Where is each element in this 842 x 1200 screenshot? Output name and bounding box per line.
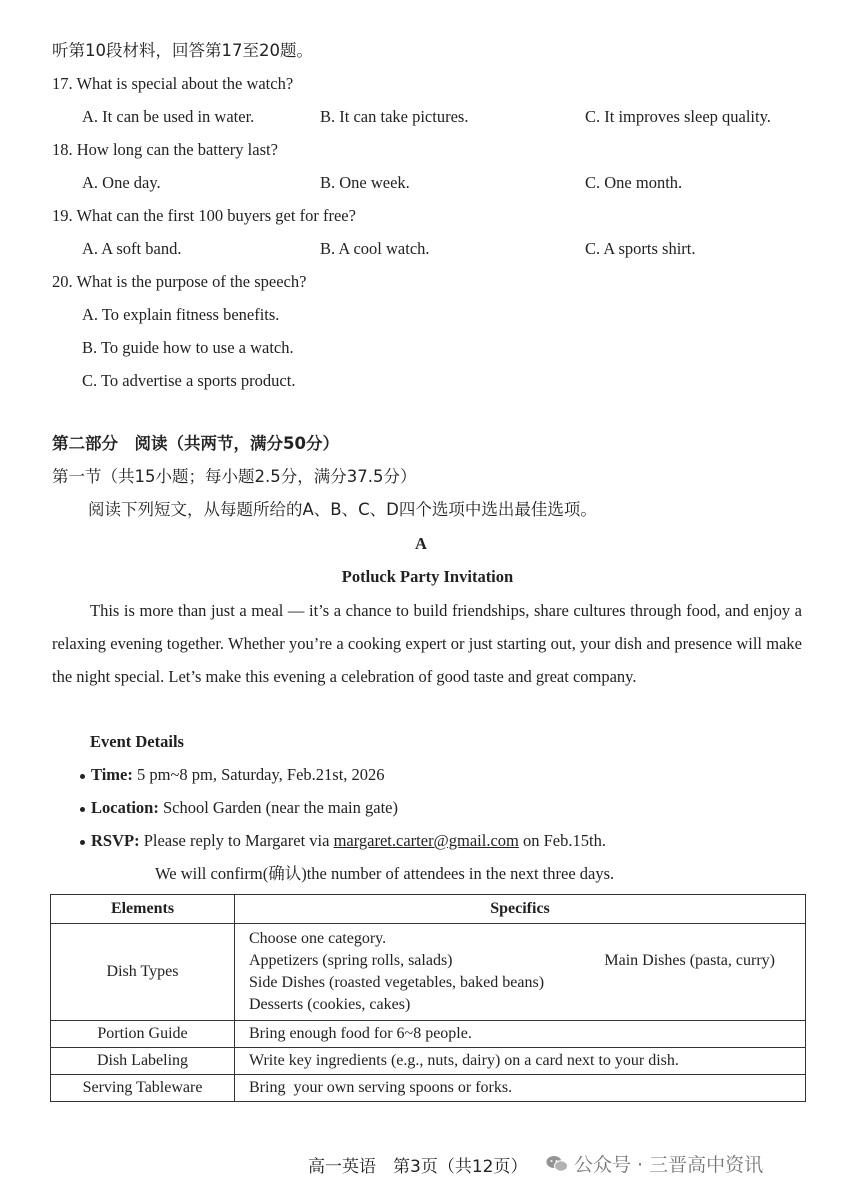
passage-paragraph bbox=[52, 594, 802, 693]
rsvp-text: Please reply to Margaret via bbox=[143, 831, 330, 850]
event-location bbox=[80, 797, 398, 819]
dish-types-specifics bbox=[235, 924, 806, 1021]
portion-value: Bring enough food for 6~8 people. bbox=[235, 1021, 806, 1048]
option-20a: A. To explain fitness benefits. bbox=[82, 305, 280, 324]
tableware-value: Bring your own serving spoons or forks. bbox=[235, 1075, 806, 1102]
section-title: 第一节（共15小题；每小题2.5分，满分37.5分） bbox=[52, 467, 417, 486]
rsvp-label: RSVP: bbox=[91, 831, 140, 850]
paragraph-text: This is more than just a meal — it’s a chance to build friendships, share cultures through food, and enjoy a relaxing evening together. Whether you’re a cooking expert or just starting out, your dish and presence will make the night special. Let’s make this evening a celebration of good taste and great company. bbox=[52, 601, 802, 686]
question-19 bbox=[52, 205, 356, 227]
dish-category-row bbox=[249, 950, 791, 972]
question-text: How long can the battery last? bbox=[76, 140, 278, 159]
option-17a: A. It can be used in water. bbox=[82, 107, 255, 126]
option-19b: B. A cool watch. bbox=[320, 239, 430, 258]
table-row bbox=[51, 1048, 806, 1075]
header-elements: Elements bbox=[51, 895, 235, 924]
option-18c: C. One month. bbox=[585, 173, 683, 192]
event-rsvp bbox=[80, 830, 606, 852]
option-17b: B. It can take pictures. bbox=[320, 107, 469, 126]
time-value: 5 pm~8 pm, Saturday, Feb.21st, 2026 bbox=[136, 765, 385, 784]
table-row bbox=[51, 1021, 806, 1048]
time-label: Time: bbox=[91, 765, 133, 784]
watermark-text: 公众号 · 三晋高中资讯 bbox=[574, 1154, 764, 1176]
confirm-line: We will confirm(确认)the number of attendees in the next three days. bbox=[155, 864, 615, 883]
event-time bbox=[80, 764, 385, 786]
labeling-label: Dish Labeling bbox=[51, 1048, 235, 1075]
passage-title: Potluck Party Invitation bbox=[341, 567, 514, 586]
tableware-label: Serving Tableware bbox=[51, 1075, 235, 1102]
question-text: What can the first 100 buyers get for free? bbox=[76, 206, 356, 225]
event-specifics-table bbox=[50, 894, 806, 1102]
page-footer: 高一英语 第3页（共12页） bbox=[308, 1157, 528, 1177]
wechat-watermark bbox=[546, 1150, 763, 1177]
option-20b: B. To guide how to use a watch. bbox=[82, 338, 294, 357]
option-18a: A. One day. bbox=[82, 173, 161, 192]
dish-types-label: Dish Types bbox=[51, 924, 235, 1021]
passage-letter: A bbox=[415, 534, 427, 553]
option-18b: B. One week. bbox=[320, 173, 410, 192]
reading-instruction: 阅读下列短文，从每题所给的A、B、C、D四个选项中选出最佳选项。 bbox=[88, 500, 597, 519]
bullet-icon bbox=[80, 807, 85, 812]
location-value: School Garden (near the main gate) bbox=[162, 798, 398, 817]
rsvp-email-link[interactable]: margaret.carter@gmail.com bbox=[333, 831, 519, 850]
option-19a: A. A soft band. bbox=[82, 239, 182, 258]
question-20 bbox=[52, 271, 306, 293]
side-dishes-line: Side Dishes (roasted vegetables, baked beans) bbox=[249, 974, 545, 991]
question-17 bbox=[52, 73, 293, 95]
wechat-icon bbox=[546, 1155, 568, 1173]
event-details-heading: Event Details bbox=[90, 732, 184, 751]
question-number: 20. bbox=[52, 272, 73, 291]
dish-choose-line: Choose one category. bbox=[249, 930, 387, 947]
table-row bbox=[51, 924, 806, 1021]
part-title: 第二部分 阅读（共两节，满分50分） bbox=[52, 434, 339, 453]
location-label: Location: bbox=[91, 798, 159, 817]
table-row bbox=[51, 1075, 806, 1102]
question-number: 17. bbox=[52, 74, 73, 93]
question-text: What is special about the watch? bbox=[76, 74, 294, 93]
header-specifics: Specifics bbox=[235, 895, 806, 924]
option-19c: C. A sports shirt. bbox=[585, 239, 696, 258]
question-18 bbox=[52, 139, 278, 161]
option-20c: C. To advertise a sports product. bbox=[82, 371, 296, 390]
option-17c: C. It improves sleep quality. bbox=[585, 107, 771, 126]
labeling-value: Write key ingredients (e.g., nuts, dairy) on a card next to your dish. bbox=[235, 1048, 806, 1075]
question-text: What is the purpose of the speech? bbox=[76, 272, 307, 291]
appetizers-line: Appetizers (spring rolls, salads) bbox=[249, 952, 453, 969]
main-dishes-line: Main Dishes (pasta, curry) bbox=[604, 952, 775, 969]
question-number: 18. bbox=[52, 140, 73, 159]
portion-label: Portion Guide bbox=[51, 1021, 235, 1048]
rsvp-date: on Feb.15th. bbox=[523, 831, 606, 850]
bullet-icon bbox=[80, 774, 85, 779]
question-number: 19. bbox=[52, 206, 73, 225]
table-header-row bbox=[51, 895, 806, 924]
listening-intro: 听第10段材料，回答第17至20题。 bbox=[52, 41, 313, 60]
desserts-line: Desserts (cookies, cakes) bbox=[249, 996, 411, 1013]
bullet-icon bbox=[80, 840, 85, 845]
